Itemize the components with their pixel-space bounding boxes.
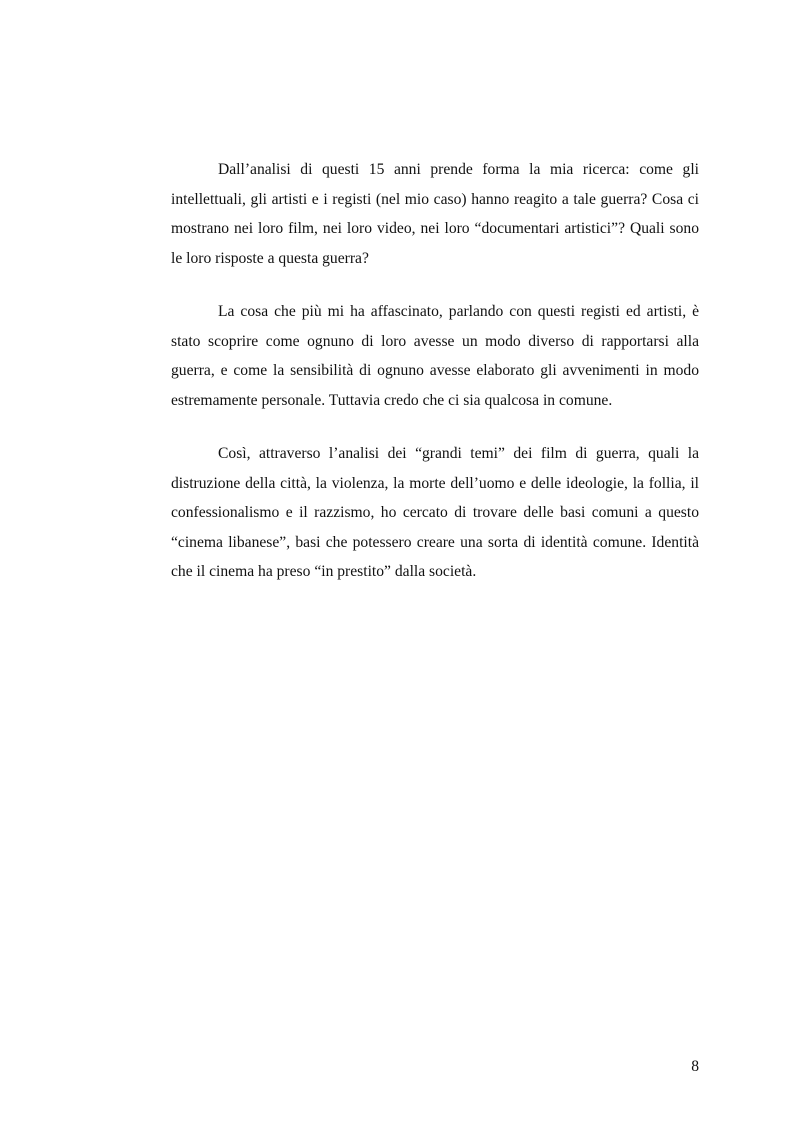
body-text <box>171 155 699 611</box>
paragraph-1: Dall’analisi di questi 15 anni prende forma la mia ricerca: come gli intellettuali, gli artisti e i registi (nel mio caso) hanno reagito a tale guerra? Cosa ci mostrano nei loro film, nei loro video, nei loro “documentari artistici”? Quali sono le loro risposte a questa guerra? <box>171 161 699 267</box>
paragraph-3: Così, attraverso l’analisi dei “grandi temi” dei film di guerra, quali la distruzione della città, la violenza, la morte dell’uomo e delle ideologie, la follia, il confessionalismo e il razzismo, ho cercato di trovare delle basi comuni a questo “cinema libanese”, basi che potessero creare una sorta di identità comune. Identità che il cinema ha preso “in prestito” dalla società. <box>171 445 699 580</box>
page-number: 8 <box>691 1058 699 1075</box>
paragraph-2: La cosa che più mi ha affascinato, parlando con questi registi ed artisti, è stato scoprire come ognuno di loro avesse un modo diverso di rapportarsi alla guerra, e come la sensibilità di ognuno avesse elaborato gli avvenimenti in modo estremamente personale. Tuttavia credo che ci sia qualcosa in comune. <box>171 303 699 409</box>
